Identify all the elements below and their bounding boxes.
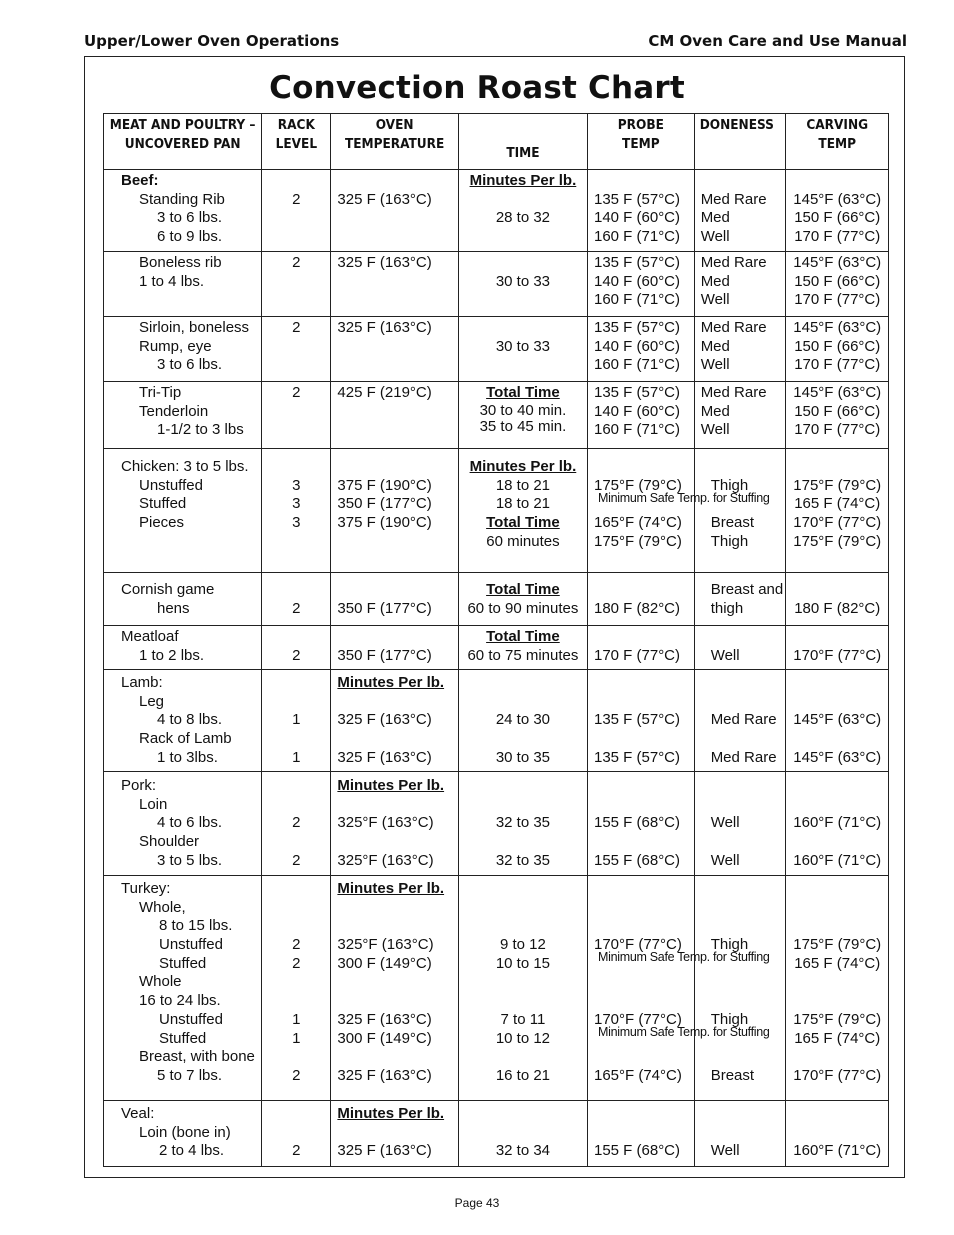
col-header-rack: RACK LEVEL: [262, 114, 331, 170]
stuffing-note: Minimum Safe Temp. for Stuffing: [598, 491, 770, 505]
table-row: Cornish game hens 2 350 F (177°C) Total Time 60 to 90 minutes 180 F (82°C) Breast and thigh 180 F (82°C): [104, 573, 889, 626]
table-row: Lamb: Leg 4 to 8 lbs. Rack of Lamb 1 to 3lbs. 1 1 Minutes Per lb. 325 F (163°C) 325 F (163°C) 24 to 30 30 to 35 135 F (57°C) 135 F (57°C) Med Rare Med Rare 145°F (63°C) 145°F (63°C): [104, 670, 889, 772]
section-header: Upper/Lower Oven Operations: [84, 32, 340, 50]
manual-title: CM Oven Care and Use Manual: [648, 32, 907, 50]
page-title: Convection Roast Chart: [269, 70, 685, 106]
table-row: Veal: Loin (bone in) 2 to 4 lbs. 2 Minutes Per lb. 325 F (163°C) 32 to 34 155 F (68°C) Well 160°F (71°C): [104, 1101, 889, 1167]
roast-chart-table: [103, 113, 889, 1167]
col-header-meat: MEAT AND POULTRY – UNCOVERED PAN: [104, 114, 262, 170]
col-header-probe: PROBE TEMP: [587, 114, 694, 170]
table-row: Tri-Tip Tenderloin 1-1/2 to 3 lbs 2 425 F (219°C) Total Time 30 to 40 min. 35 to 45 min. 135 F (57°C) 140 F (60°C) 160 F (71°C) Med Rare Med Well 145°F (63°C) 150 F (66°C) 170 F (77°C): [104, 382, 889, 449]
row-desc: Beef: Standing Rib 3 to 6 lbs. 6 to 9 lbs.: [104, 170, 262, 252]
table-row: Meatloaf 1 to 2 lbs. 2 350 F (177°C) Total Time 60 to 75 minutes 170 F (77°C) Well 170°F (77°C): [104, 626, 889, 670]
table-row: Chicken: 3 to 5 lbs. Unstuffed Stuffed Pieces 3 3 3 375 F (190°C) 350 F (177°C) 375 F (190°C) Minutes Per lb. 18 to 21 18 to 21 Total Time 60 minutes 175°F (79°C) 165°F (74°C) 175°F (79°C) Thigh Breast Thigh 175°F (79°C) 165 F (74°C) 170°F (77°C) 175°F (79°C): [104, 449, 889, 573]
col-header-doneness: DONENESS: [694, 114, 786, 170]
table-row: Boneless rib 1 to 4 lbs. 2 325 F (163°C) 30 to 33 135 F (57°C) 140 F (60°C) 160 F (71°C) Med Rare Med Well 145°F (63°C) 150 F (66°C) 170 F (77°C): [104, 252, 889, 317]
table-row: Pork: Loin 4 to 6 lbs. Shoulder 3 to 5 lbs. 2 2 Minutes Per lb. 325°F (163°C) 325°F (163°C) 32 to 35 32 to 35 155 F (68°C) 155 F (68°C) Well Well 160°F (71°C) 160°F (71°C): [104, 772, 889, 876]
col-header-oven: OVEN TEMPERATURE: [331, 114, 458, 170]
table-row: Turkey: Whole, 8 to 15 lbs. Unstuffed Stuffed Whole 16 to 24 lbs. Unstuffed Stuffed Breast, with bone 5 to 7 lbs. 2 2 1 1 2 Minutes Per lb. 325°F (163°C) 300 F (149°C) 325 F (163°C) 300 F (149°C) 325 F (163°C) 9 to 12 10 to 15 7 to 11 10 to 12 16 to 21 170°F (77°C) 170°F (77°C) 165°F (74°C) Thigh Thigh Breast 175°F (79°C) 165 F (74°C) 175°F (79°C) 165 F (74°C) 170°F (77°C): [104, 876, 889, 1101]
col-header-time: TIME: [458, 114, 587, 170]
stuffing-note: Minimum Safe Temp. for Stuffing: [598, 1025, 770, 1039]
table-header-row: [104, 114, 889, 170]
table-row: Beef: Standing Rib 3 to 6 lbs. 6 to 9 lbs. 2 325 F (163°C) Minutes Per lb. 28 to 32 135 F (57°C) 140 F (60°C) 160 F (71°C) Med Rare Med Well 145°F (63°C) 150 F (66°C) 170 F (77°C): [104, 170, 889, 252]
page-number: Page 43: [454, 1196, 500, 1210]
col-header-carving: CARVING TEMP: [786, 114, 889, 170]
stuffing-note: Minimum Safe Temp. for Stuffing: [598, 950, 770, 964]
table-row: Sirloin, boneless Rump, eye 3 to 6 lbs. 2 325 F (163°C) 30 to 33 135 F (57°C) 140 F (60°C) 160 F (71°C) Med Rare Med Well 145°F (63°C) 150 F (66°C) 170 F (77°C): [104, 317, 889, 382]
